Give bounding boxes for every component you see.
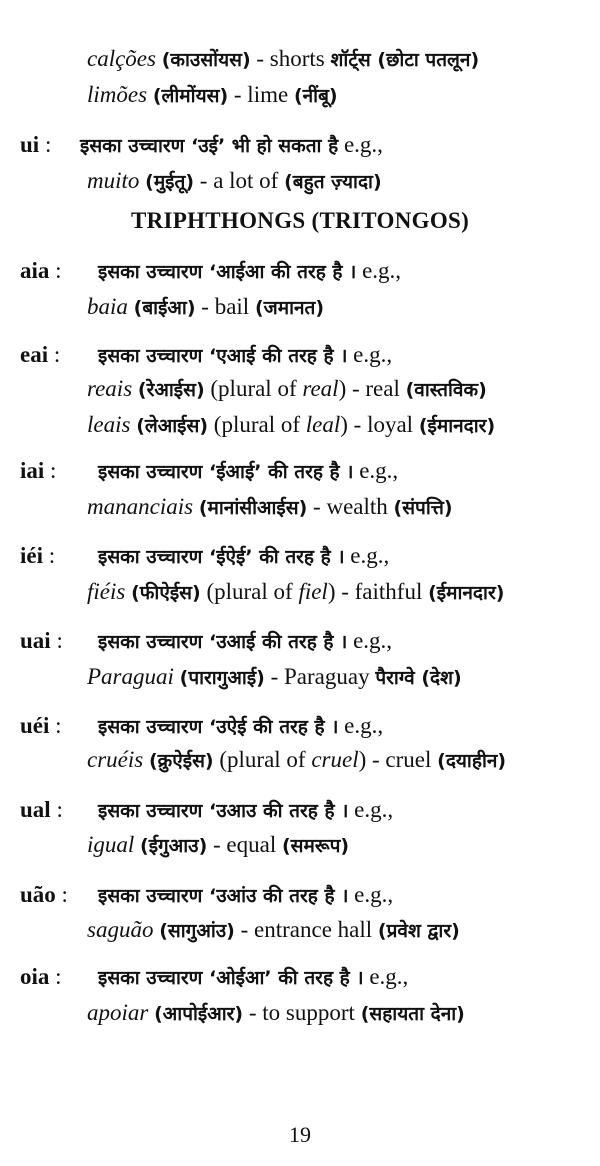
example-line: baia (बाईआ) - bail (जमानत) xyxy=(87,294,325,319)
entry-key-0: aia : xyxy=(20,258,62,283)
entry-key-8: oia : xyxy=(20,964,62,989)
example-line: saguão (सागुआंउ) - entrance hall (प्रवेश द्वार) xyxy=(87,917,460,942)
example-line: reais (रेआईस) (plural of real) - real (वास्तविक) xyxy=(87,376,487,401)
entry-description: इसका उच्चारण ‘ईआई’ की तरह है । e.g., xyxy=(98,458,399,483)
entry-key-ui: ui : xyxy=(20,132,52,157)
example-line: mananciais (मानांसीआईस) - wealth (संपत्ति) xyxy=(87,494,453,519)
entry-description: इसका उच्चारण ‘उआई की तरह है । e.g., xyxy=(98,628,393,653)
entry-description: इसका उच्चारण ‘आईआ की तरह है । e.g., xyxy=(98,258,402,283)
entry-description: इसका उच्चारण ‘उआउ की तरह है । e.g., xyxy=(98,797,394,822)
example-line: leais (लेआईस) (plural of leal) - loyal (ईमानदार) xyxy=(87,412,496,437)
example-line: calções (काउसोंयस) - shorts शॉर्ट्स (छोटा पतलून) xyxy=(87,46,480,71)
entry-description: इसका उच्चारण ‘उई’ भी हो सकता है e.g., xyxy=(80,132,383,157)
section-heading: TRIPHTHONGS (TRITONGOS) xyxy=(130,208,470,233)
example-line: Paraguai (पारागुआई) - Paraguay पैराग्वे (देश) xyxy=(87,664,462,689)
example-line: igual (ईगुआउ) - equal (समरूप) xyxy=(87,832,350,857)
entry-key-1: eai : xyxy=(20,342,61,367)
entry-description: इसका उच्चारण ‘उऐई की तरह है । e.g., xyxy=(98,713,384,738)
example-line: cruéis (क्रुऐईस) (plural of cruel) - cruel (दयाहीन) xyxy=(87,747,507,772)
entry-key-5: uéi : xyxy=(20,713,62,738)
entry-key-3: iéi : xyxy=(20,543,56,568)
example-line: limões (लीमोंयस) - lime (नींबू) xyxy=(87,82,338,107)
entry-description: इसका उच्चारण ‘उआंउ की तरह है । e.g., xyxy=(98,882,394,907)
page-number: 19 xyxy=(289,1122,311,1147)
entry-key-7: uão : xyxy=(20,882,68,907)
entry-key-2: iai : xyxy=(20,458,57,483)
entry-key-4: uai : xyxy=(20,628,63,653)
example-line: fiéis (फीऐईस) (plural of fiel) - faithful (ईमानदार) xyxy=(87,579,505,604)
entry-description: इसका उच्चारण ‘ईऐई’ की तरह है । e.g., xyxy=(98,543,390,568)
entry-description: इसका उच्चारण ‘ओईआ’ की तरह है । e.g., xyxy=(98,964,409,989)
example-line: muito (मुईतू) - a lot of (बहुत ज़्यादा) xyxy=(87,168,382,193)
example-line: apoiar (आपोईआर) - to support (सहायता देना) xyxy=(87,1000,465,1025)
entry-key-6: ual : xyxy=(20,797,63,822)
entry-description: इसका उच्चारण ‘एआई की तरह है । e.g., xyxy=(98,342,393,367)
